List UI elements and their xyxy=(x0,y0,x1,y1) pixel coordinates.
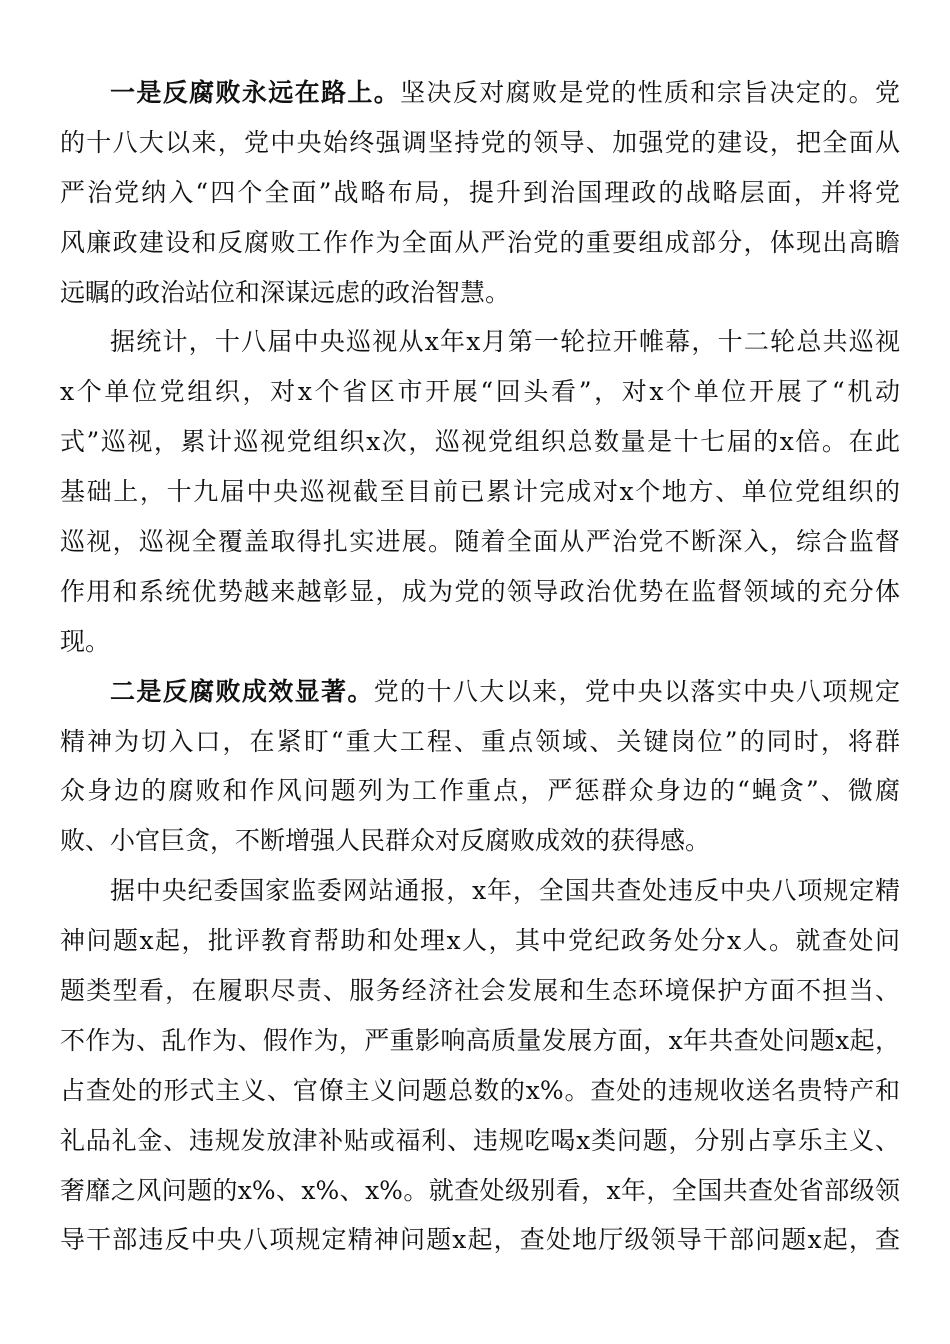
text-line: 题类型看，在履职尽责、服务经济社会发展和生态环境保护方面不担当、 xyxy=(60,976,900,1006)
text-line: x个单位党组织，对x个省区市开展“回头看”，对x个单位开展了“机动 xyxy=(60,377,900,407)
text-line: 败、小官巨贪，不断增强人民群众对反腐败成效的获得感。 xyxy=(60,826,711,856)
text-line: 据中央纪委国家监委网站通报，x年，全国共查处违反中央八项规定精 xyxy=(110,876,900,906)
text-line: 精神为切入口，在紧盯“重大工程、重点领域、关键岗位”的同时，将群 xyxy=(60,726,900,756)
paragraph-heading: 二是反腐败成效显著。 xyxy=(110,676,374,706)
text-line: 导干部违反中央八项规定精神问题x起，查处地厅级领导干部问题x起，查 xyxy=(60,1225,900,1255)
text-line: 众身边的腐败和作风问题列为工作重点，严惩群众身边的“蝇贪”、微腐 xyxy=(60,776,900,806)
text-line: 作用和系统优势越来越彰显，成为党的领导政治优势在监督领域的充分体 xyxy=(60,576,900,606)
paragraph xyxy=(60,317,900,666)
text-line: 严治党纳入“四个全面”战略布局，提升到治国理政的战略层面，并将党 xyxy=(60,177,900,207)
text-line: 礼品礼金、违规发放津补贴或福利、违规吃喝x类问题，分别占享乐主义、 xyxy=(60,1125,900,1155)
text-line: 不作为、乱作为、假作为，严重影响高质量发展方面，x年共查处问题x起， xyxy=(60,1025,900,1055)
text-line: 的十八大以来，党中央始终强调坚持党的领导、加强党的建设，把全面从 xyxy=(60,127,900,157)
text-line: 一是反腐败永远在路上。坚决反对腐败是党的性质和宗旨决定的。党 xyxy=(110,78,900,107)
paragraph-heading: 一是反腐败永远在路上。 xyxy=(110,78,401,107)
paragraph xyxy=(60,68,900,317)
paragraph xyxy=(60,667,900,867)
text-line: 现。 xyxy=(60,626,111,656)
text-line: 巡视，巡视全覆盖取得扎实进展。随着全面从严治党不断深入，综合监督 xyxy=(60,527,900,557)
document-page xyxy=(60,68,900,1265)
text-line: 二是反腐败成效显著。党的十八大以来，党中央以落实中央八项规定 xyxy=(110,676,900,706)
text-line: 基础上，十九届中央巡视截至目前已累计完成对x个地方、单位党组织的 xyxy=(60,477,900,507)
text-line: 风廉政建设和反腐败工作作为全面从严治党的重要组成部分，体现出高瞻 xyxy=(60,227,900,257)
text-line: 式”巡视，累计巡视党组织x次，巡视党组织总数量是十七届的x倍。在此 xyxy=(60,427,900,457)
text-line: 占查处的形式主义、官僚主义问题总数的x%。查处的违规收送名贵特产和 xyxy=(60,1075,900,1105)
text-line: 远瞩的政治站位和深谋远虑的政治智慧。 xyxy=(60,277,511,307)
text-line: 奢靡之风问题的x%、x%、x%。就查处级别看，x年，全国共查处省部级领 xyxy=(60,1175,900,1205)
paragraph xyxy=(60,866,900,1265)
text-line: 据统计，十八届中央巡视从x年x月第一轮拉开帷幕，十二轮总共巡视 xyxy=(110,327,900,357)
text-line: 神问题x起，批评教育帮助和处理x人，其中党纪政务处分x人。就查处问 xyxy=(60,926,900,956)
